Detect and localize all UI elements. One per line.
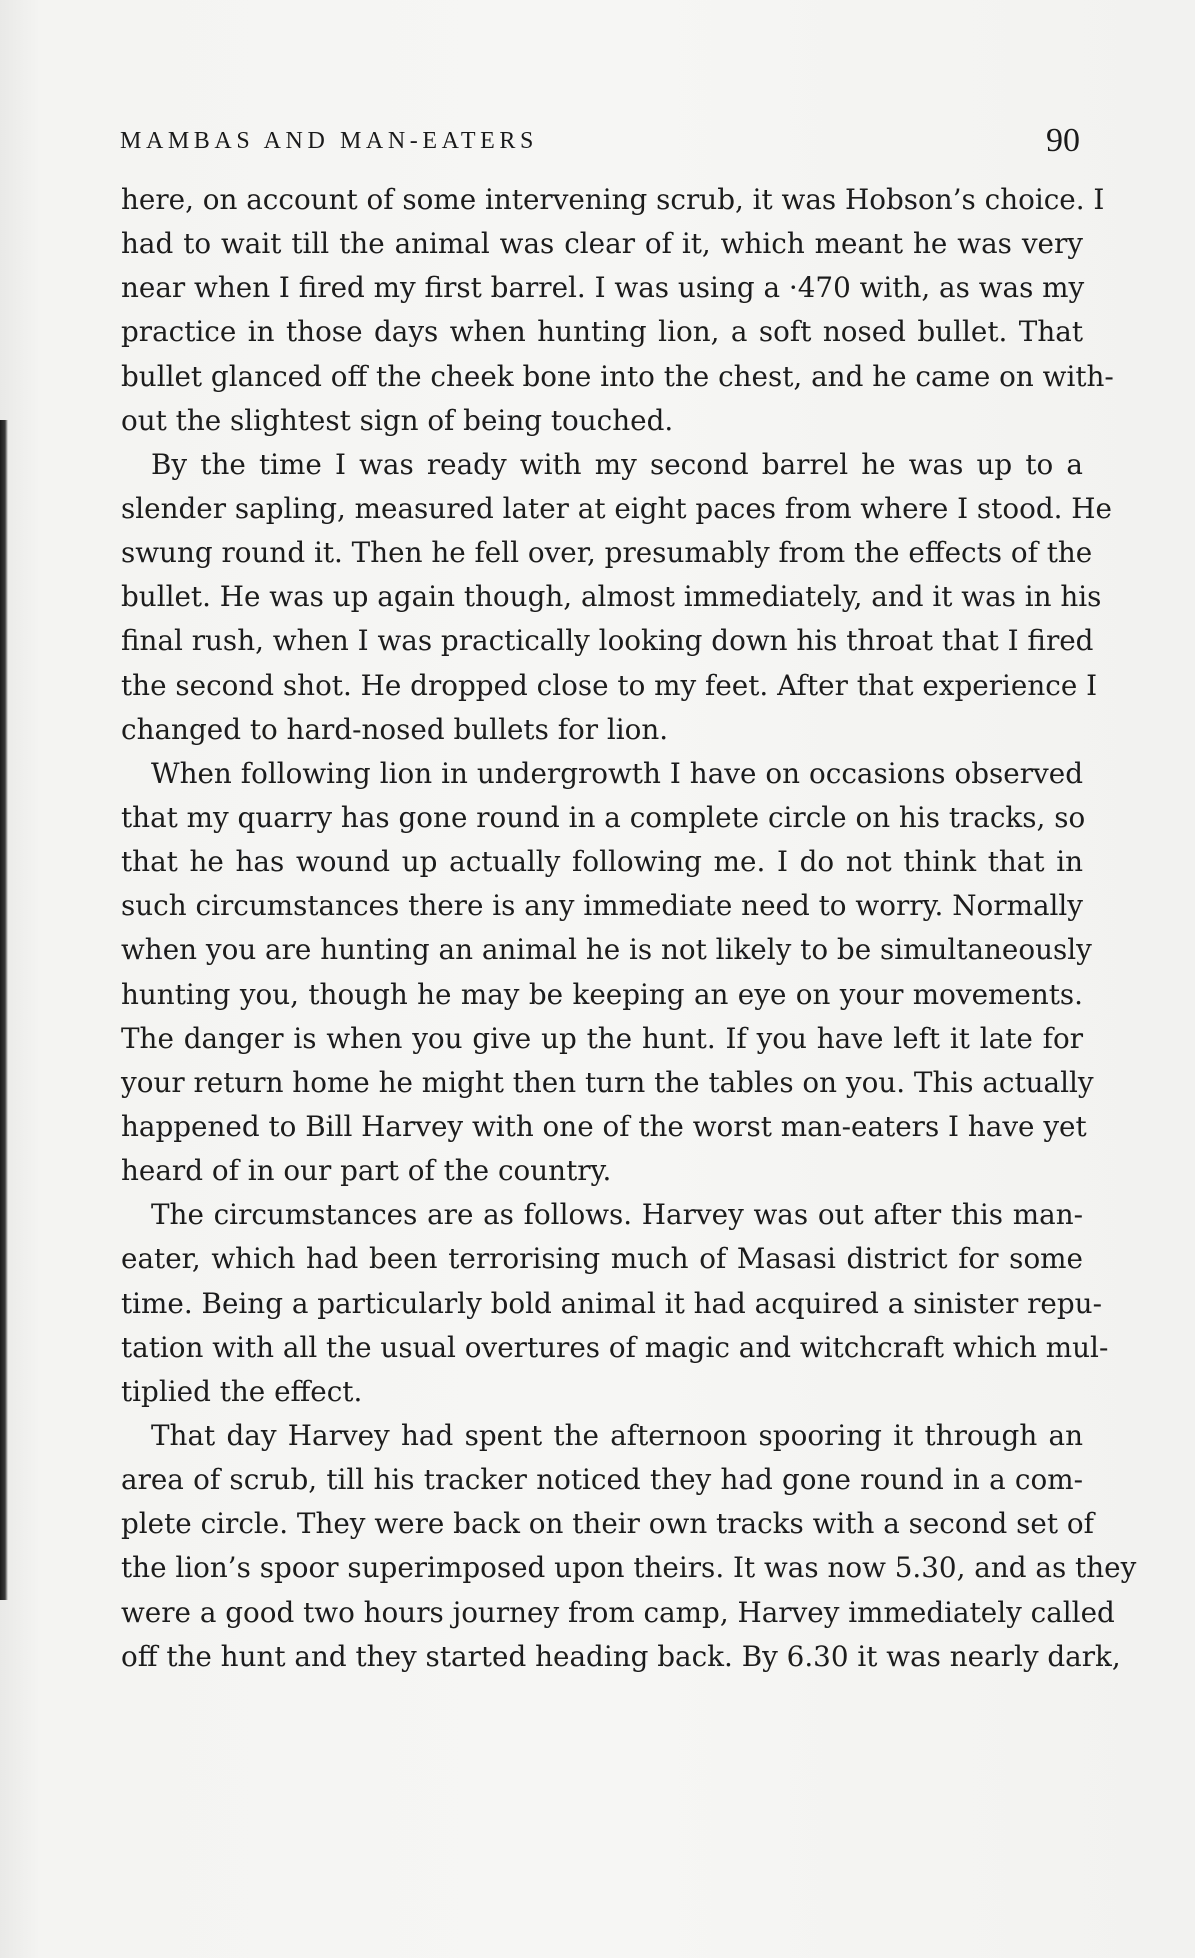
text-line: swung round it. Then he fell over, presumably from the effects of the <box>121 536 1093 570</box>
text-line: out the slightest sign of being touched. <box>121 403 674 437</box>
text-line: time. Being a particularly bold animal it had acquired a sinister repu- <box>121 1286 1102 1320</box>
text-line: tation with all the usual overtures of magic and witchcraft which mul- <box>121 1330 1109 1364</box>
running-head <box>120 122 1080 168</box>
text-line: slender sapling, measured later at eight paces from where I stood. He <box>121 491 1112 525</box>
text-line: bullet glanced off the cheek bone into the chest, and he came on with- <box>121 359 1114 393</box>
body-text <box>121 178 1137 1679</box>
text-line: The danger is when you give up the hunt. If you have left it late for <box>121 1021 1083 1055</box>
paragraph <box>121 1414 1137 1679</box>
text-line: were a good two hours journey from camp, Harvey immediately called <box>121 1595 1115 1629</box>
binding-shadow <box>0 420 8 1600</box>
text-line: area of scrub, till his tracker noticed they had gone round in a com- <box>121 1463 1083 1497</box>
text-line: That day Harvey had spent the afternoon spooring it through an <box>151 1418 1083 1452</box>
paragraph <box>121 752 1094 1193</box>
text-line: here, on account of some intervening scrub, it was Hobson’s choice. I <box>121 183 1105 216</box>
text-line: such circumstances there is any immediate need to worry. Normally <box>121 889 1083 923</box>
text-line: eater, which had been terrorising much of Masasi district for some <box>121 1242 1083 1276</box>
text-line: the lion’s spoor superimposed upon theirs. It was now 5.30, and as they <box>121 1551 1137 1585</box>
text-line: the second shot. He dropped close to my feet. After that experience I <box>121 668 1098 702</box>
text-line: final rush, when I was practically looking down his throat that I fired <box>121 624 1094 658</box>
text-line: hunting you, though he may be keeping an eye on your movements. <box>121 977 1083 1011</box>
text-line: plete circle. They were back on their own tracks with a second set of <box>121 1507 1094 1541</box>
text-line: that my quarry has gone round in a complete circle on his tracks, so <box>121 800 1086 834</box>
paragraph <box>121 1193 1109 1414</box>
text-line: that he has wound up actually following me. I do not think that in <box>121 845 1083 879</box>
text-line: changed to hard-nosed bullets for lion. <box>121 712 669 746</box>
paragraph <box>121 178 1114 443</box>
page-number: 90 <box>1046 122 1080 159</box>
text-line: your return home he might then turn the tables on you. This actually <box>121 1065 1094 1099</box>
text-line: By the time I was ready with my second barrel he was up to a <box>151 447 1083 481</box>
paragraph <box>121 443 1112 752</box>
text-line: when you are hunting an animal he is not likely to be simultaneously <box>121 933 1092 967</box>
text-line: had to wait till the animal was clear of it, which meant he was very <box>121 227 1083 261</box>
text-line: The circumstances are as follows. Harvey was out after this man- <box>151 1198 1083 1232</box>
text-line: practice in those days when hunting lion, a soft nosed bullet. That <box>121 315 1083 349</box>
text-line: bullet. He was up again though, almost immediately, and it was in his <box>121 580 1102 614</box>
text-line: off the hunt and they started heading back. By 6.30 it was nearly dark, <box>121 1639 1121 1673</box>
text-line: happened to Bill Harvey with one of the worst man-eaters I have yet <box>121 1109 1087 1143</box>
text-line: heard of in our part of the country. <box>121 1154 612 1188</box>
book-title: MAMBAS AND MAN-EATERS <box>120 128 538 154</box>
text-line: When following lion in undergrowth I have on occasions observed <box>151 756 1083 790</box>
text-line: tiplied the effect. <box>121 1374 363 1408</box>
text-line: near when I fired my first barrel. I was using a ·470 with, as was my <box>121 271 1085 305</box>
